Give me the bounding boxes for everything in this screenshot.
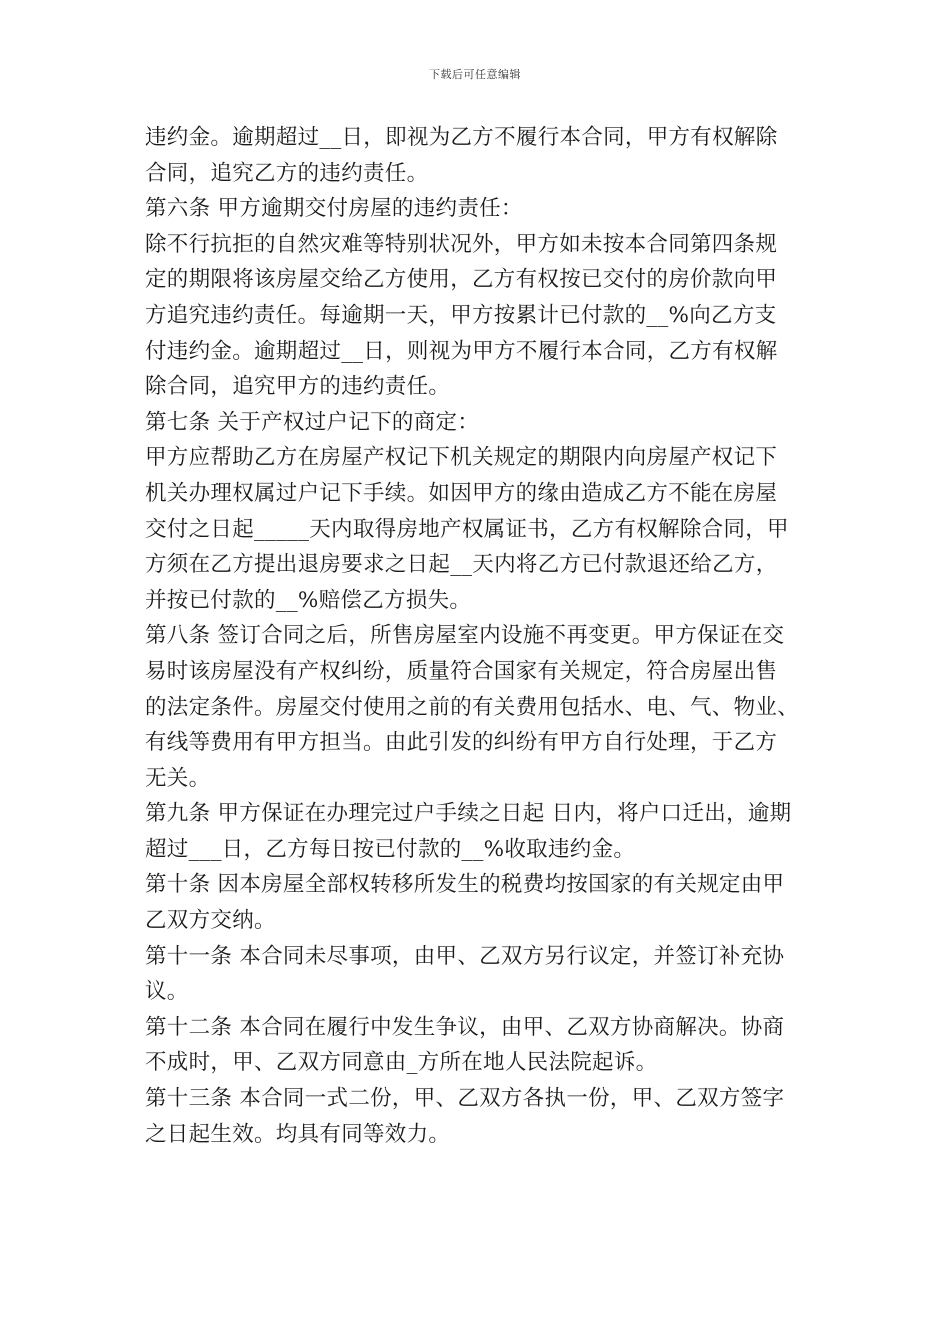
article-7-heading: 第七条 关于产权过户记下的商定： <box>145 409 480 435</box>
article-9-line: 第九条 甲方保证在办理完过户手续之日起 日内，将户口迁出，逾期 <box>145 801 792 827</box>
text-line: 合同，追究乙方的违约责任。 <box>145 160 429 186</box>
text-line: 定的期限将该房屋交给乙方使用，乙方有权按已交付的房价款向甲 <box>145 267 778 293</box>
text-line: 易时该房屋没有产权纠纷，质量符合国家有关规定，符合房屋出售 <box>145 658 778 684</box>
page-header: 下载后可任意编辑 <box>429 68 521 81</box>
article-6-heading: 第六条 甲方逾期交付房屋的违约责任： <box>145 196 523 222</box>
article-12-line: 第十二条 本合同在履行中发生争议，由甲、乙双方协商解决。协商 <box>145 1014 785 1040</box>
text-line: 除合同，追究甲方的违约责任。 <box>145 374 451 400</box>
text-line: 方追究违约责任。每逾期一天，甲方按累计已付款的__%向乙方支 <box>145 302 777 328</box>
text-line: 不成时，甲、乙双方同意由_方所在地人民法院起诉。 <box>145 1050 658 1076</box>
text-line: 机关办理权属过户记下手续。如因甲方的缘由造成乙方不能在房屋 <box>145 480 778 506</box>
text-line: 超过___日，乙方每日按已付款的__%收取违约金。 <box>145 836 636 862</box>
text-line: 无关。 <box>145 765 211 791</box>
text-line: 违约金。逾期超过__日，即视为乙方不履行本合同，甲方有权解除 <box>145 125 778 150</box>
article-11-line: 第十一条 本合同未尽事项，由甲、乙双方另行议定，并签订补充协 <box>145 943 785 969</box>
text-line: 乙双方交纳。 <box>145 908 276 934</box>
text-line: 付违约金。逾期超过__日，则视为甲方不履行本合同，乙方有权解 <box>145 338 778 364</box>
contract-body <box>145 120 825 1152</box>
text-line: 议。 <box>145 979 189 1005</box>
text-line: 甲方应帮助乙方在房屋产权记下机关规定的期限内向房屋产权记下 <box>145 445 778 471</box>
text-line: 方须在乙方提出退房要求之日起__天内将乙方已付款退还给乙方， <box>145 552 778 578</box>
article-8-line: 第八条 签订合同之后，所售房屋室内设施不再变更。甲方保证在交 <box>145 623 785 649</box>
text-line: 之日起生效。均具有同等效力。 <box>145 1121 451 1147</box>
article-10-line: 第十条 因本房屋全部权转移所发生的税费均按国家的有关规定由甲 <box>145 872 785 898</box>
text-line: 除不行抗拒的自然灾难等特别状况外，甲方如未按本合同第四条规 <box>145 231 778 257</box>
article-13-line: 第十三条 本合同一式二份，甲、乙双方各执一份，甲、乙双方签字 <box>145 1086 785 1112</box>
text-line: 的法定条件。房屋交付使用之前的有关费用包括水、电、气、物业、 <box>145 694 800 720</box>
text-line: 有线等费用有甲方担当。由此引发的纠纷有甲方自行处理，于乙方 <box>145 730 778 756</box>
text-line: 并按已付款的__%赔偿乙方损失。 <box>145 587 472 613</box>
text-line: 交付之日起_____天内取得房地产权属证书，乙方有权解除合同，甲 <box>145 516 789 542</box>
